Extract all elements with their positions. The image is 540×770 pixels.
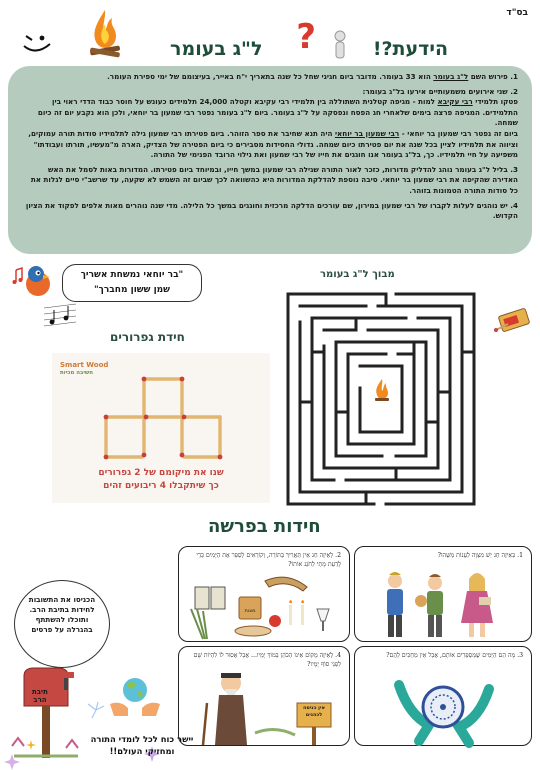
fact-4: 4. יש נוהגים לעלות לקברו של רבי שמעון במירון, שם עורכים הדלקה מרכזית וחוגגים במשך כל הלילה. מדי שנה נוהרים מאות אלפים לפקוד את הציון הקדוש. <box>25 200 518 221</box>
matches-card <box>52 353 270 503</box>
matchstick-puzzle <box>98 375 228 461</box>
fact-1 <box>20 72 518 83</box>
matza-box-label: מצות <box>244 608 256 614</box>
bubble-line-1: הכניסו את התשובות <box>28 595 96 604</box>
fact-2-underline-1: רבי עקיבא <box>437 97 473 107</box>
matches-caption <box>52 467 270 493</box>
riddle-2-text: 2. לְאֵיזֶה חַג אֵין תַּאֲרִיךְ בַּתּוֹרָה, וְקוֹרְאִים לְסַפֵּר אֶת הַיָּמִים כְּדֵי לָדַעַת מָתַי לְחֹגֵג אוֹתוֹ? <box>196 552 341 568</box>
music-notes-icon <box>42 302 80 332</box>
mailbox-label-1: תיבת <box>32 688 48 696</box>
closing-line-1: יישר כוח לכל לומדי התורה <box>90 734 194 744</box>
quote-line-1: "בר יוחאי נמשחת אשריך <box>80 270 184 280</box>
no-kohanim-sign-text: אין כניסה לכהנים <box>303 705 325 718</box>
fact-3: 3. בליל ל"ג בעומר נוהג להדליק מדורות, כזכר לאור התורה שגילה רבי שמעון במשך חייו, ובמיוחד ביום פטירתו. המדורות באות לסמל את האש האדירה שהקיפה את רבי שמעון בר יוחאי. סיבה נוספת להדלקת המדורות היא כהשוואה לכך שביום זה השמש לא שקעה, עד שרשב"י סיים לגלות את כל סודות התורה הטמונות בזוהר. <box>30 164 518 195</box>
maze-fire-icon <box>372 377 392 403</box>
bsd-mark: בס"ד <box>506 8 528 18</box>
fact-2-body-a <box>20 97 518 129</box>
brand-subtitle: חשיבה מכיות <box>60 370 93 376</box>
did-you-know-title: הידעת?! <box>372 38 448 60</box>
bubble-line-3: ותוכלו להשתתף <box>35 615 89 624</box>
fact-2-text-a: פטקו תלמידי <box>472 97 518 107</box>
answers-bubble <box>14 580 110 668</box>
fact-2-underline-2: רבי שמעון בר יוחאי <box>334 128 400 138</box>
bonfire-icon <box>84 6 126 62</box>
did-you-know-panel <box>8 66 532 254</box>
riddle-panel-3 <box>354 646 532 746</box>
people-matza-illustration <box>359 567 529 641</box>
question-person-icon <box>296 17 352 64</box>
fact-2-text-c: ביום זה נפטר רבי שמעון בר יוחאי - <box>399 128 518 138</box>
fact-2 <box>20 87 518 98</box>
brand-name: Smart Wood <box>60 361 109 369</box>
holiday-items-illustration <box>183 569 347 641</box>
matchbox-icon <box>494 302 534 336</box>
lag-baomer-title: ל"ג בעומר <box>170 38 263 60</box>
wink-face-icon <box>20 30 54 58</box>
matches-caption-2: כך שיתקבלו 4 ריבועים זהים <box>103 481 219 491</box>
quote-bubble <box>62 264 202 302</box>
fact-2-heading: 2. שני אירועים משמעותיים אירעו בל"ג בעומר: <box>362 86 518 96</box>
riddles-title: חידות בפרשה <box>208 516 321 537</box>
mailbox-label-2: הרב <box>33 696 47 704</box>
fact-2-text-d: היה תנא שחיבר את ספר הזוהר. ביום פטירתו רבי שמעון גילה לתלמידיו סודות תורה עמוקים, וציווה את תלמידיו לציין בכל שנה את יום פטירתו כיום שמחה. גדולי החסידות מסבירים כי ביום הפטירה של הצדיק, הארה מ"מעשיו, תורתו ועבודתו" משפיעה על חיי תלמידיו. כך, בל"ג בעומר אנו חוגגים את חייו של רבי שמעון ואת גילוי הרובד הפנימי של התורה. <box>28 128 518 160</box>
closing-line-2: ומחזיקי העולם!! <box>109 746 175 756</box>
bubble-line-2: לחידות בתיבת הרב. <box>29 605 95 614</box>
fact-2-text-b: למות - מגיפה קטלנית השתוללה בין תלמידי רבי עקיבא וקטלה 24,000 תלמידים כעונש על חוסר כבוד הדדי ראוי בין התלמידים. המגיפה פרצה בימים שלאחרי חג הפסח ונפסקה על ל"ג בעומר. ביום ל"ג בעומר נפטר רבי שמעון בר יוחאי, ולכן הוא נקבע יום זה כיום שמחה. <box>37 97 518 128</box>
maze-title: מבוך ל"ג בעומר <box>320 269 395 280</box>
fact-1-underline: ל"ג בעומר <box>433 72 469 81</box>
bird-music-icon <box>10 262 60 306</box>
riddle-panel-1 <box>354 546 532 642</box>
fact-1-text-a: 1. פירוש השם <box>468 72 518 81</box>
bubble-line-4: בהגרלה על פרסים <box>31 625 93 634</box>
closing-blessing <box>66 733 218 757</box>
svg-text:?: ? <box>296 17 316 57</box>
riddle-4-text: 4. לְאֵיזֶה מָקוֹם אֵינוֹ הַכֹּהֵן בְּמוֹךְ יָמָיו... אֲבָל אָסוּר לוֹ לִהְיוֹת שָׁם לִפְנֵי סוֹף יָמָיו? <box>193 652 341 668</box>
matches-caption-1: שנו את מיקומם של 2 גפרורים <box>98 468 224 478</box>
omer-counter-illustration <box>389 665 499 745</box>
riddle-1-text: 1. בַּאֵיזֶה חַג יֵשׁ מִצְוָה לַעֲנוֹת מַשֶּׁהוּ? <box>437 552 523 559</box>
riddle-3-text: 3. מָה הֵם הַיָּמִים שֶׁמְּסְפְּרִים אוֹתָם, אֲבָל אֵין מְחַכִּים לָהֶם? <box>386 652 523 659</box>
quote-line-2: שמן ששון מחברך" <box>93 285 170 295</box>
matches-title: חידת גפרורים <box>110 330 185 344</box>
fact-1-text-b: הוא 33 בעומר. מדובר ביום חגיגי שחל כל שנה בתאריך י"ח באייר, בעיצומם של ימי ספירת העומר. <box>107 72 434 81</box>
riddle-panel-2 <box>178 546 350 642</box>
fact-2-body-b <box>20 129 518 161</box>
